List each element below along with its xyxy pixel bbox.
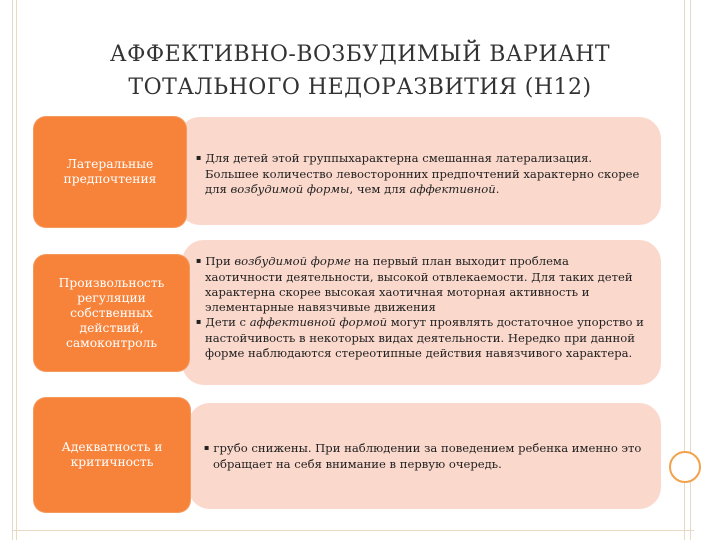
text-run: грубо снижены. При наблюдении за поведением ребенка именно это обращает на себя внимание в первую очередь. xyxy=(213,441,642,471)
row-3-bullet-list xyxy=(204,441,645,472)
decorative-circle xyxy=(669,451,701,483)
row-1-label-box xyxy=(34,117,186,227)
row-1-label: Латеральные предпочтения xyxy=(63,157,157,186)
frame-line-bottom xyxy=(12,530,694,531)
emphasis-text: аффективной формой xyxy=(249,315,388,329)
row-3-content-panel xyxy=(188,403,661,509)
bullet-text xyxy=(204,441,645,472)
row-1-bullet-list xyxy=(196,151,647,197)
emphasis-text: аффективной xyxy=(409,182,496,196)
emphasis-text: возбудимой форме xyxy=(234,254,351,268)
slide-title-line1: АФФЕКТИВНО-ВОЗБУДИМЫЙ ВАРИАНТ xyxy=(109,42,611,67)
bullet-text xyxy=(196,315,647,361)
text-run: на первый план выходит проблема хаотичности деятельности, высокой отвлекаемости. Для таких детей характерна скорее высокая хаотичная моторная активность и элементарные навязчивые движения xyxy=(205,254,633,314)
row-3-label: Адекватность и критичность xyxy=(61,440,163,469)
row-2-content-panel xyxy=(182,240,661,385)
text-run: могут проявлять достаточное упорство и настойчивость в некоторых видах деятельности. Нередко при данной форме наблюдаются стереотипные действия навязчивого характера. xyxy=(205,315,644,360)
text-run: Для детей этой группыхарактерна смешанная латерализация. Большее количество левосторонних предпочтений характерно скорее для xyxy=(205,151,640,196)
text-run: . xyxy=(495,182,500,196)
slide-title-line2: ТОТАЛЬНОГО НЕДОРАЗВИТИЯ (Н12) xyxy=(128,75,592,100)
row-2-bullet-list xyxy=(196,254,647,361)
row-1-content-panel xyxy=(178,117,661,225)
row-2-label: Произвольность регуляции собственных действий, самоконтроль xyxy=(58,275,165,350)
slide-title xyxy=(0,38,720,104)
bullet-text xyxy=(196,254,647,315)
row-3-label-box xyxy=(34,398,190,512)
text-run: , чем для xyxy=(349,182,410,196)
row-2-label-box xyxy=(34,255,189,371)
text-run: При xyxy=(205,254,235,268)
bullet-text xyxy=(196,151,647,197)
emphasis-text: возбудимой формы xyxy=(230,182,350,196)
text-run: Дети с xyxy=(205,315,250,329)
